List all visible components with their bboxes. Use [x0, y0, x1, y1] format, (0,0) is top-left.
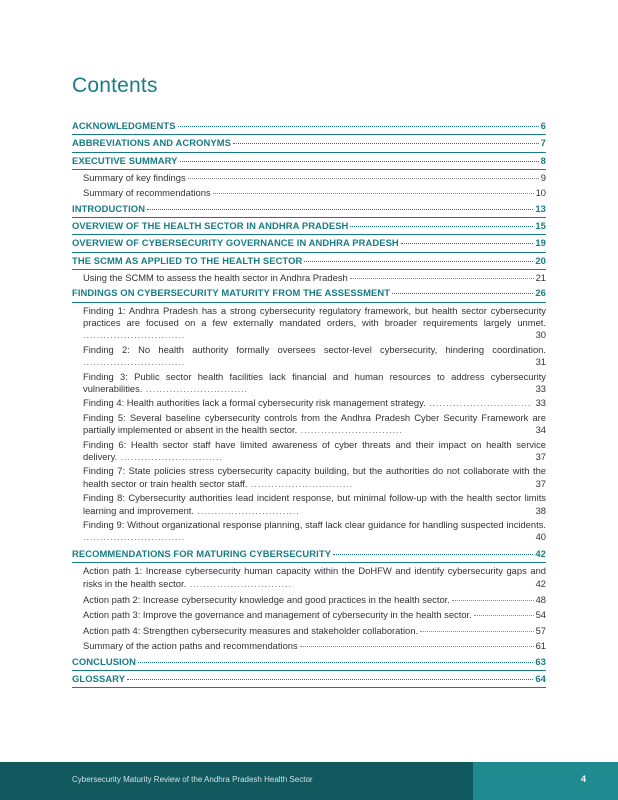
toc-entry-title: Finding 3: Public sector health facilities lack financial and human resources to address cybersecurity vulnerabilities.	[83, 370, 546, 394]
toc-leader-dots: ..............................	[247, 477, 354, 489]
toc-leader-dots: ..............................	[83, 329, 186, 341]
toc-entry[interactable]	[72, 253, 546, 270]
toc-leader-dots: ..............................	[83, 356, 186, 368]
toc-entry[interactable]	[72, 235, 546, 252]
toc-entry[interactable]	[72, 371, 546, 396]
toc-entry[interactable]	[72, 185, 546, 200]
toc-leader-dots	[127, 679, 533, 680]
toc-entry-title: INTRODUCTION	[72, 202, 146, 214]
toc-entry-title: Finding 4: Health authorities lack a formal cybersecurity risk management strategy.	[83, 397, 426, 409]
toc-entry-page: 42	[535, 547, 546, 559]
toc-leader-dots	[350, 226, 533, 227]
toc-leader-dots: ..............................	[186, 577, 292, 589]
toc-leader-dots	[213, 193, 534, 194]
toc-leader-dots	[147, 209, 533, 210]
toc-entry[interactable]	[72, 638, 546, 653]
toc-leader-dots: ..............................	[194, 504, 300, 516]
toc-entry[interactable]	[72, 671, 546, 688]
toc-entry-title: Action path 1: Increase cybersecurity human capacity within the DoHFW and identify cybersecurity gaps and risks in the health sector.	[83, 565, 546, 589]
toc-leader-dots	[401, 243, 534, 244]
toc-entry[interactable]	[72, 135, 546, 152]
toc-entry-page: 63	[535, 655, 546, 667]
toc-entry[interactable]	[72, 170, 546, 185]
toc-entry[interactable]	[72, 305, 546, 342]
toc-entry-page: 30	[535, 329, 546, 341]
toc-entry-page: 6	[540, 120, 546, 131]
toc-leader-dots	[300, 646, 534, 647]
toc-entry-page: 26	[535, 287, 546, 299]
toc-entry[interactable]	[72, 397, 546, 409]
table-of-contents	[72, 118, 546, 688]
toc-leader-dots	[420, 631, 533, 632]
toc-leader-dots	[138, 662, 533, 663]
toc-entry[interactable]	[72, 654, 546, 671]
toc-entry-page: 7	[540, 137, 546, 149]
toc-entry-title: RECOMMENDATIONS FOR MATURING CYBERSECURITY	[72, 547, 332, 559]
toc-entry[interactable]	[72, 439, 546, 464]
toc-entry-title: ABBREVIATIONS AND ACRONYMS	[72, 137, 232, 149]
page-title: Contents	[72, 74, 158, 97]
toc-leader-dots: ..............................	[425, 397, 532, 409]
toc-leader-dots	[180, 161, 539, 162]
toc-entry-page: 40	[535, 531, 546, 543]
toc-entry-page: 48	[535, 593, 546, 605]
toc-leader-dots: ..............................	[142, 382, 248, 394]
toc-entry-title: ACKNOWLEDGMENTS	[72, 120, 176, 131]
toc-entry-title: FINDINGS ON CYBERSECURITY MATURITY FROM THE ASSESSMENT	[72, 287, 391, 299]
toc-entry-title: CONCLUSION	[72, 655, 137, 667]
toc-entry-title: Action path 2: Increase cybersecurity knowledge and good practices in the health sector.	[83, 593, 450, 605]
toc-leader-dots: ..............................	[117, 451, 223, 463]
toc-entry-title: GLOSSARY	[72, 672, 126, 684]
toc-entry-page: 19	[535, 237, 546, 249]
toc-entry-title: Using the SCMM to assess the health sector in Andhra Pradesh	[83, 271, 348, 283]
toc-entry-title: Action path 4: Strengthen cybersecurity measures and stakeholder collaboration.	[83, 624, 419, 636]
page-number-box	[473, 762, 618, 800]
toc-entry-title: EXECUTIVE SUMMARY	[72, 154, 178, 166]
toc-entry-title: Finding 5: Several baseline cybersecurity controls from the Andhra Pradesh Cyber Security Framework are partially implemented or absent in the health sector.	[83, 411, 546, 436]
toc-entry[interactable]	[72, 201, 546, 218]
toc-entry[interactable]	[72, 218, 546, 235]
toc-leader-dots	[233, 143, 539, 144]
toc-entry[interactable]	[72, 465, 546, 490]
toc-entry[interactable]	[72, 519, 546, 544]
toc-entry[interactable]	[72, 546, 546, 563]
toc-entry-page: 57	[535, 624, 546, 636]
toc-leader-dots	[178, 126, 539, 127]
toc-entry-page: 38	[535, 504, 546, 516]
toc-entry-title: Summary of recommendations	[83, 187, 211, 199]
toc-entry-title: Finding 6: Health sector staff have limited awareness of cyber threats and their impact on health service delivery.	[83, 438, 546, 463]
toc-entry-page: 13	[535, 202, 546, 214]
toc-entry[interactable]	[72, 344, 546, 369]
toc-entry-title: Finding 1: Andhra Pradesh has a strong cybersecurity regulatory framework, but health sector cybersecurity practices are focused on a few externally mandated orders, with broader requirements largely unmet.	[83, 304, 546, 328]
toc-entry[interactable]	[72, 492, 546, 517]
toc-leader-dots	[304, 261, 533, 262]
toc-entry-page: 42	[535, 577, 546, 589]
toc-entry[interactable]	[72, 412, 546, 437]
toc-entry[interactable]	[72, 607, 546, 622]
toc-entry-page: 33	[535, 397, 546, 409]
toc-entry-title: Finding 2: No health authority formally oversees sector-level cybersecurity, hindering coordination.	[83, 343, 546, 355]
toc-entry-page: 54	[535, 609, 546, 621]
toc-entry-page: 15	[535, 219, 546, 231]
toc-entry-page: 10	[535, 187, 546, 199]
toc-entry-page: 20	[535, 254, 546, 266]
toc-entry[interactable]	[72, 592, 546, 607]
toc-entry-title: Action path 3: Improve the governance and management of cybersecurity in the health sector.	[83, 609, 472, 621]
page-number: 4	[580, 774, 586, 784]
toc-entry-page: 64	[535, 672, 546, 684]
toc-entry-page: 37	[535, 477, 546, 489]
toc-entry[interactable]	[72, 118, 546, 135]
toc-entry-title: Finding 8: Cybersecurity authorities lead incident response, but minimal follow-up with the health sector limits learning and improvement.	[83, 492, 546, 516]
toc-entry-page: 33	[535, 382, 546, 394]
toc-entry[interactable]	[72, 623, 546, 638]
toc-leader-dots	[188, 178, 539, 179]
toc-leader-dots: ..............................	[297, 424, 403, 436]
toc-leader-dots	[392, 293, 533, 294]
toc-entry-page: 21	[535, 271, 546, 283]
toc-entry-title: OVERVIEW OF THE HEALTH SECTOR IN ANDHRA PRADESH	[72, 219, 349, 231]
toc-entry-title: Summary of key findings	[83, 171, 186, 183]
toc-entry[interactable]	[72, 565, 546, 590]
footer-title: Cybersecurity Maturity Review of the Andhra Pradesh Health Sector	[72, 775, 313, 784]
toc-entry-title: Finding 7: State policies stress cybersecurity capacity building, but the authorities do not collaborate with the health sector or train health sector staff.	[83, 465, 546, 489]
toc-entry-page: 8	[540, 154, 546, 166]
toc-entry-title: THE SCMM AS APPLIED TO THE HEALTH SECTOR	[72, 254, 303, 266]
toc-entry-page: 37	[535, 451, 546, 463]
page-footer	[0, 762, 618, 800]
toc-entry[interactable]	[72, 153, 546, 170]
toc-leader-dots: ..............................	[83, 531, 186, 543]
toc-entry-title: Finding 9: Without organizational response planning, staff lack clear guidance for handling suspected incidents.	[83, 519, 546, 531]
toc-leader-dots	[474, 615, 534, 616]
toc-entry[interactable]	[72, 270, 546, 285]
toc-entry-page: 9	[540, 171, 546, 183]
toc-leader-dots	[452, 600, 534, 601]
toc-entry-page: 61	[535, 640, 546, 652]
toc-leader-dots	[333, 554, 533, 555]
toc-entry-page: 31	[535, 356, 546, 368]
toc-entry-title: OVERVIEW OF CYBERSECURITY GOVERNANCE IN ANDHRA PRADESH	[72, 237, 399, 249]
toc-entry[interactable]	[72, 285, 546, 302]
toc-entry-title: Summary of the action paths and recommendations	[83, 640, 298, 652]
toc-entry-page: 34	[535, 424, 546, 436]
toc-leader-dots	[350, 278, 534, 279]
